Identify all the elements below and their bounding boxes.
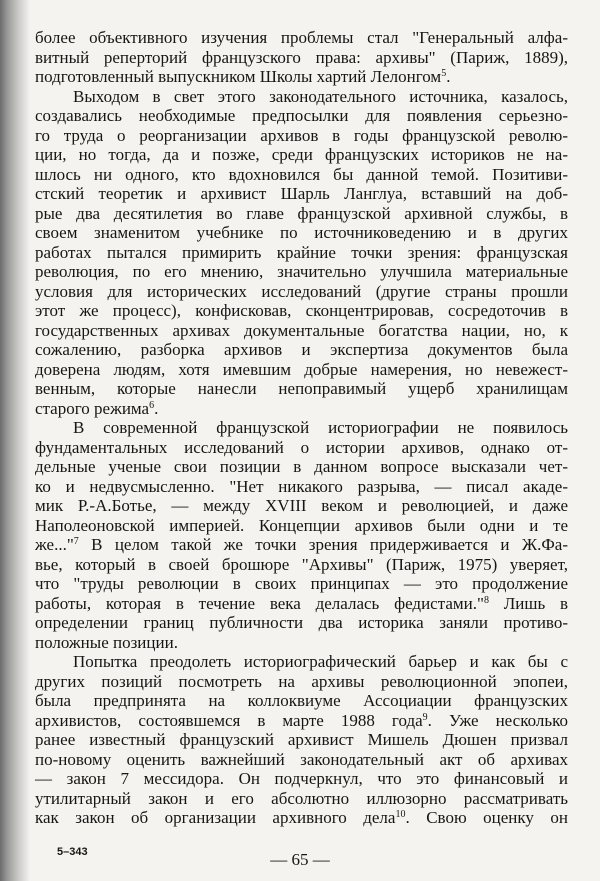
text-line xyxy=(35,516,568,536)
line-text: по-новому оценить важнейший законодательный акт об архивах xyxy=(35,749,568,769)
footnote-reference[interactable]: 10 xyxy=(395,809,406,820)
line-text: рые два десятилетия во главе французской архивной службы, в xyxy=(35,203,568,223)
line-text: ко и недвусмысленно. "Нет никакого разрыва, — писал акаде- xyxy=(35,476,568,496)
line-text-tail: В целом такой же точки зрения придерживается и Ж.Фа- xyxy=(78,535,568,554)
line-text: создавались необходимые предпосылки для появления серьезно- xyxy=(35,106,568,125)
text-line xyxy=(35,672,568,692)
text-line xyxy=(35,67,568,87)
footnote-reference[interactable]: 6 xyxy=(149,399,155,411)
text-line xyxy=(35,204,568,224)
text-line xyxy=(35,769,568,789)
text-line xyxy=(35,379,568,399)
line-text: работах пытался примирить крайние точки зрения: французская xyxy=(35,242,568,262)
text-line xyxy=(35,652,568,672)
text-line xyxy=(35,87,568,107)
line-text: сожалению, разборка архивов и экспертиза документов была xyxy=(35,340,568,359)
text-line xyxy=(35,750,568,770)
text-line xyxy=(35,321,568,341)
line-text: как закон об организации архивного дела xyxy=(35,808,396,827)
line-text: венным, которые нанесли непоправимый ущерб хранилищам xyxy=(35,379,568,398)
line-text: более объективного изучения проблемы стал "Генеральный алфа- xyxy=(35,28,568,47)
line-text-tail: . xyxy=(446,67,451,86)
line-text: утилитарный закон и его абсолютно иллюзорно рассматривать xyxy=(35,788,568,808)
text-line xyxy=(35,633,568,653)
line-text: вье, который в своей брошюре "Архивы" (Париж, 1975) уверяет, xyxy=(35,554,568,574)
text-line xyxy=(35,399,568,419)
text-line xyxy=(35,535,568,555)
text-line xyxy=(35,165,568,185)
book-binding-shadow xyxy=(0,0,30,881)
paragraph xyxy=(35,28,568,87)
line-text: других позиций посмотреть на архивы революционной эпопеи, xyxy=(35,671,568,691)
text-line xyxy=(35,282,568,302)
line-text: же..." xyxy=(35,535,74,554)
text-line xyxy=(35,184,568,204)
printer-signature-mark: 5–343 xyxy=(57,846,88,858)
line-text: работы, которая в течение века делалась федистами." xyxy=(35,593,484,613)
text-line xyxy=(35,28,568,48)
text-line xyxy=(35,613,568,633)
text-line xyxy=(35,477,568,497)
line-text: ранее известный французский архивист Мишель Дюшен призвал xyxy=(35,730,568,749)
line-text-tail: . Свою оценку он xyxy=(405,808,568,827)
text-line xyxy=(35,340,568,360)
text-line xyxy=(35,691,568,711)
text-line xyxy=(35,457,568,477)
line-text: что "труды революции в своих принципах — это продолжение xyxy=(35,574,568,593)
text-line xyxy=(35,789,568,809)
line-text: доверена людям, хотя имевшим добрые намерения, но невежест- xyxy=(35,359,568,379)
line-text: Выходом в свет этого законодательного источника, казалось, xyxy=(73,86,568,106)
line-text-tail: . Уже несколько xyxy=(427,710,569,730)
line-text: была предпринята на коллоквиуме Ассоциации французских xyxy=(35,691,568,710)
text-line xyxy=(35,145,568,165)
footnote-reference[interactable]: 8 xyxy=(483,594,489,606)
line-text: революция, по его мнению, значительно улучшила материальные xyxy=(35,262,568,281)
line-text: этот же процесс), конфисковав, сконцентрировав, сосредоточив в xyxy=(35,301,568,320)
line-text: дельные ученые свои позиции в данном вопросе высказали чет- xyxy=(35,457,568,476)
line-text: старого режима xyxy=(35,398,150,418)
text-line xyxy=(35,438,568,458)
text-line xyxy=(35,243,568,263)
text-line xyxy=(35,555,568,575)
paragraph xyxy=(35,652,568,828)
line-text: определении границ публичности два историка заняли противо- xyxy=(35,613,568,632)
paragraph xyxy=(35,87,568,419)
line-text-tail: . xyxy=(154,398,159,418)
line-text: шлось ни одного, кто вдохновился бы данной темой. Позитиви- xyxy=(35,164,568,184)
line-text: фундаментальных исследований о истории архивов, однако от- xyxy=(35,437,568,457)
text-line xyxy=(35,808,568,828)
text-line xyxy=(35,594,568,614)
page-body xyxy=(35,28,568,828)
line-text-tail: Лишь в xyxy=(488,593,568,613)
text-line xyxy=(35,48,568,68)
text-line xyxy=(35,106,568,126)
line-text: государственных архивах документальные богатства нации, но, к xyxy=(35,320,568,340)
line-text: го труда о реорганизации архивов в годы французской револю- xyxy=(35,125,568,145)
footnote-reference[interactable]: 7 xyxy=(73,536,79,547)
text-line xyxy=(35,262,568,282)
line-text: Наполеоновской империей. Концепции архивов были одни и те xyxy=(35,515,568,535)
paragraph xyxy=(35,418,568,652)
text-line xyxy=(35,730,568,750)
line-text: витный реперторий французского права: архивы" (Париж, 1889), xyxy=(35,47,568,67)
text-line xyxy=(35,711,568,731)
line-text: Попытка преодолеть историографический барьер и как бы с xyxy=(73,652,568,671)
text-line xyxy=(35,126,568,146)
line-text: В современной французской историографии не появилось xyxy=(73,418,568,437)
text-line xyxy=(35,301,568,321)
footnote-reference[interactable]: 5 xyxy=(441,68,447,79)
line-text: подготовленный выпускником Школы хартий Лелонгом xyxy=(35,67,442,86)
line-text: положные позиции. xyxy=(35,632,178,652)
line-text: мик Р.-А.Ботье, — между XVIII веком и революцией, и даже xyxy=(35,496,568,515)
line-text: стский теоретик и архивист Шарль Ланглуа, вставший на доб- xyxy=(35,184,568,203)
text-line xyxy=(35,223,568,243)
text-line xyxy=(35,574,568,594)
footnote-reference[interactable]: 9 xyxy=(422,711,428,723)
text-line xyxy=(35,360,568,380)
page-number: — 65 — xyxy=(270,850,330,869)
line-text: — закон 7 мессидора. Он подчеркнул, что это финансовый и xyxy=(35,769,568,788)
line-text: архивистов, состоявшемся в марте 1988 года xyxy=(35,710,423,730)
text-line xyxy=(35,496,568,516)
line-text: условия для исторических исследований (другие страны прошли xyxy=(35,281,568,301)
line-text: своем знаменитом учебнике по источниковедению и в других xyxy=(35,223,568,242)
line-text: ции, но тогда, да и позже, среди французских историков не на- xyxy=(35,145,568,164)
text-line xyxy=(35,418,568,438)
